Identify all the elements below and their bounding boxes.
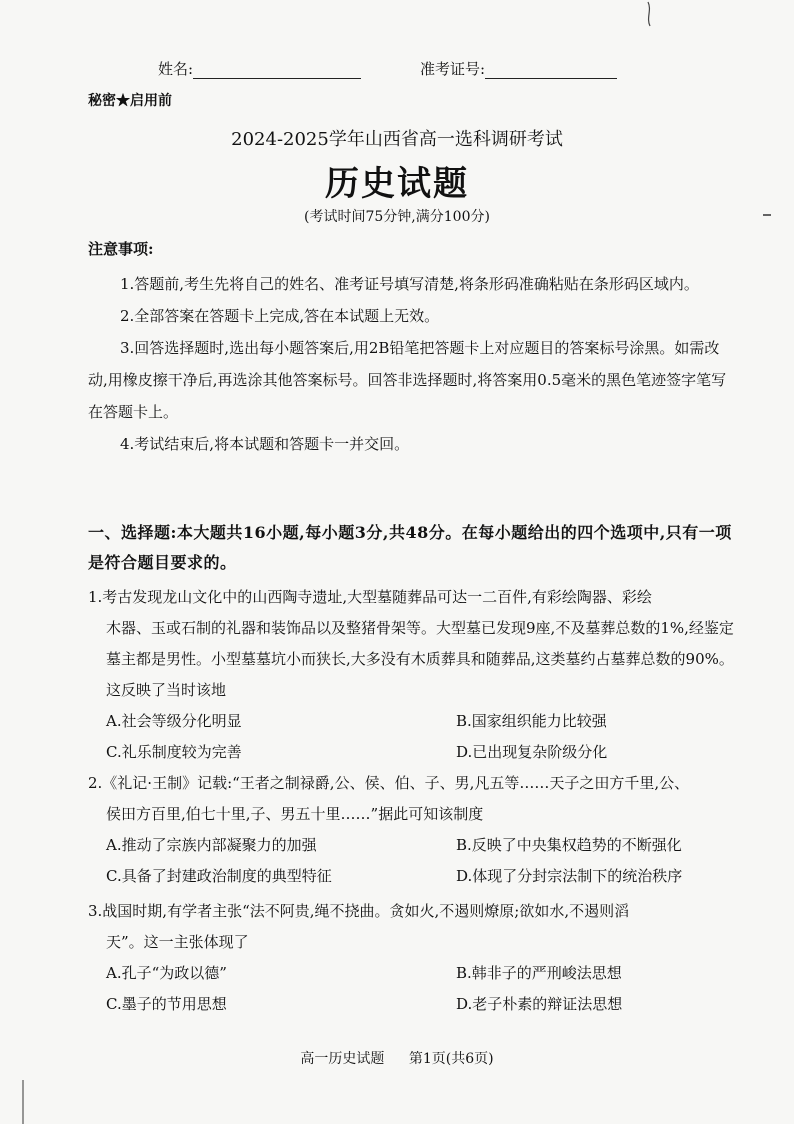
subject-title: 历史试题 [325,164,469,204]
footer-page-number: 第1页(共6页) [408,1051,494,1067]
option-d: D.体现了分封宗法制下的统治秩序 [456,867,683,885]
option-b: B.韩非子的严刑峻法思想 [456,964,622,982]
footer-subject: 高一历史试题 [300,1051,385,1067]
ticket-field [420,58,617,79]
option-a: A.社会等级分化明显 [106,712,242,730]
scan-artifact-top [640,0,660,30]
option-d: D.已出现复杂阶级分化 [456,743,608,761]
exam-timing: (考试时间75分钟,满分100分) [304,209,490,225]
option-a: A.孔子“为政以德” [106,964,227,982]
option-b: B.国家组织能力比较强 [456,712,607,730]
options [88,958,738,1020]
name-field [158,58,361,79]
notice-heading: 注意事项: [88,240,154,258]
question-3 [88,896,738,1020]
ticket-label: 准考证号: [420,60,486,78]
notice-item: 3.回答选择题时,选出每小题答案后,用2B铅笔把答题卡上对应题目的答案标号涂黑。如需改动,用橡皮擦干净后,再选涂其他答案标号。回答非选择题时,将答案用0.5毫米的黑色笔迹签字笔写在答题卡上。 [88,339,727,421]
question-stem [88,768,738,830]
option-a: A.推动了宗族内部凝聚力的加强 [106,836,317,854]
option-c: C.墨子的节用思想 [106,995,227,1013]
scan-artifact-right [762,212,772,218]
notice-item: 1.答题前,考生先将自己的姓名、准考证号填写清楚,将条形码准确粘贴在条形码区域内。 [120,275,699,293]
stem-first-line: 3.战国时期,有学者主张“法不阿贵,绳不挠曲。贪如火,不遏则燎原;欲如水,不遏则滔 [88,902,630,920]
question-stem [88,582,738,706]
name-label: 姓名: [158,60,194,78]
question-1 [88,582,738,768]
stem-continuation: 木器、玉或石制的礼器和装饰品以及整猪骨架等。大型墓已发现9座,不及墓葬总数的1%,经鉴定墓主都是男性。小型墓墓坑小而狭长,大多没有木质葬具和随葬品,这类墓约占墓葬总数的90%。这反映了当时该地 [106,619,734,699]
notice-item: 4.考试结束后,将本试题和答题卡一并交回。 [120,435,410,453]
option-d: D.老子朴素的辩证法思想 [456,995,623,1013]
stem-first-line: 2.《礼记·王制》记载:“王者之制禄爵,公、侯、伯、子、男,凡五等……天子之田方千里,公、 [88,774,690,792]
secret-label: 秘密★启用前 [88,93,172,109]
options [88,706,738,768]
notice-item: 2.全部答案在答题卡上完成,答在本试题上无效。 [120,307,440,325]
question-stem [88,896,738,958]
option-c: C.礼乐制度较为完善 [106,743,242,761]
question-2 [88,768,738,892]
option-c: C.具备了封建政治制度的典型特征 [106,867,332,885]
options [88,830,738,892]
name-blank-line [193,62,361,79]
stem-first-line: 1.考古发现龙山文化中的山西陶寺遗址,大型墓随葬品可达一二百件,有彩绘陶器、彩绘 [88,588,652,606]
exam-title: 2024-2025学年山西省高一选科调研考试 [231,129,563,150]
ticket-blank-line [485,62,617,79]
stem-continuation: 侯田方百里,伯七十里,子、男五十里……”据此可知该制度 [106,805,484,823]
option-b: B.反映了中央集权趋势的不断强化 [456,836,682,854]
scan-artifact-bottom [20,1080,26,1124]
notice-list [88,268,728,460]
section-heading: 一、选择题:本大题共16小题,每小题3分,共48分。在每小题给出的四个选项中,只有一项是符合题目要求的。 [88,523,732,572]
stem-continuation: 天”。这一主张体现了 [106,933,249,951]
page-footer [0,1048,794,1068]
